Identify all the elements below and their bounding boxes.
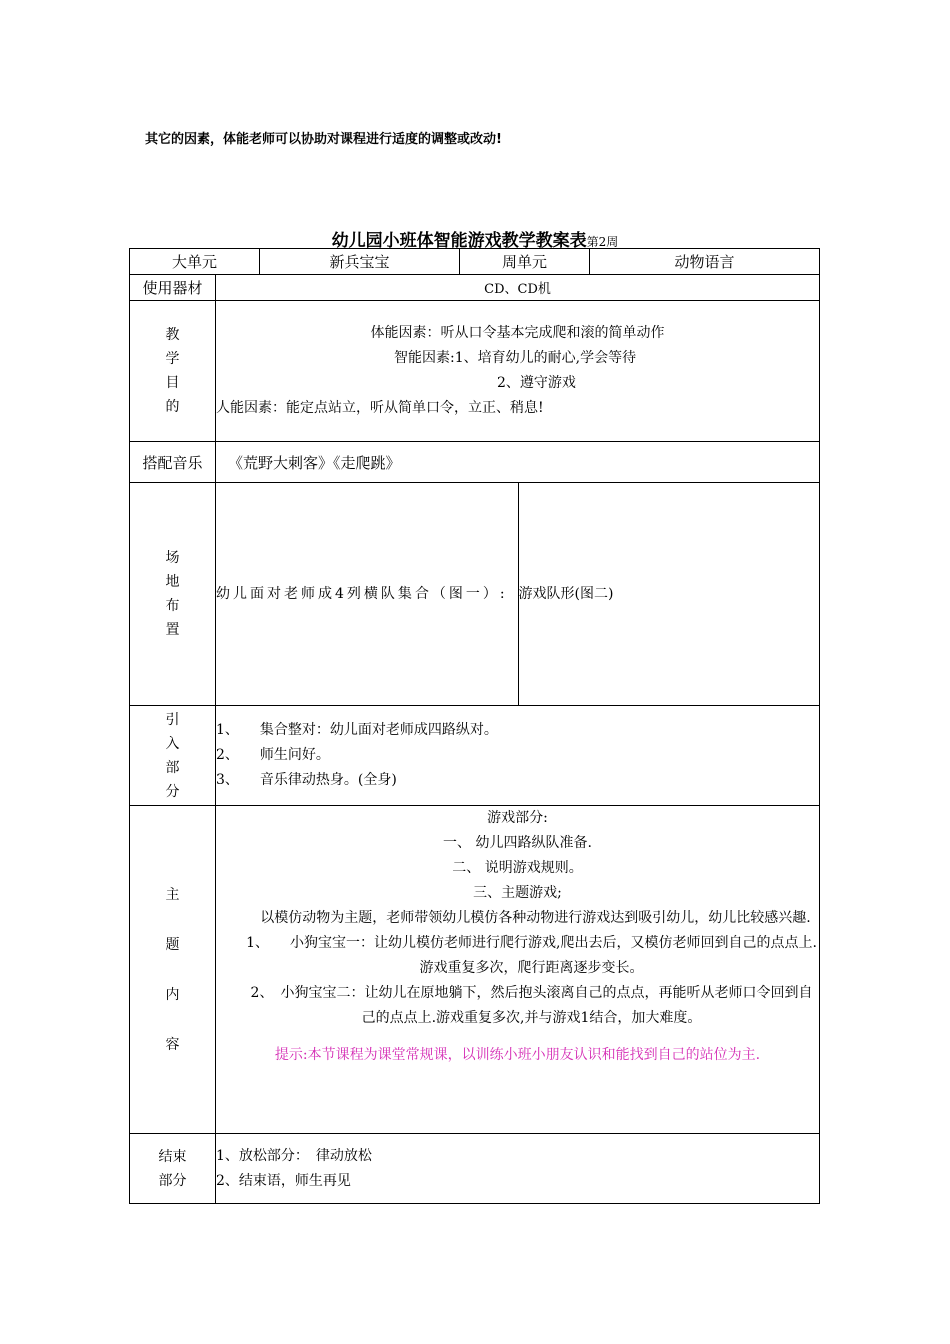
intro-row: [130, 706, 820, 806]
music-row: [130, 442, 820, 483]
goals-row: [130, 301, 820, 442]
equipment-value: CD、CD机: [216, 275, 820, 301]
goals-content: [216, 301, 820, 442]
main-line: 2、 小狗宝宝二：让幼儿在原地躺下，然后抱头滚离自己的点点，再能听从老师口令回到自己的点点上.游戏重复多次,并与游戏1结合，加大难度。: [250, 985, 813, 1026]
goal-line: 智能因素:1、培育幼儿的耐心,学会等待: [394, 350, 637, 366]
main-line: 以模仿动物为主题，老师带领幼儿模仿各种动物进行游戏达到吸引幼儿，幼儿比较感兴趣.: [260, 910, 811, 926]
equipment-label: 使用器材: [130, 275, 216, 301]
formation-one: 幼儿面对老师成4列横队集合（图一）:: [216, 483, 518, 705]
intro-line: 3、 音乐律动热身。(全身): [216, 772, 397, 788]
formation-two: 游戏队形(图二): [518, 586, 614, 602]
equipment-row: [130, 275, 820, 301]
main-line: 二、 说明游戏规则。: [452, 860, 583, 876]
goals-label: 教 学 目 的: [130, 301, 216, 442]
main-content: [216, 806, 820, 1134]
main-row: [130, 806, 820, 1134]
intro-line: 1、 集合整对：幼儿面对老师成四路纵对。: [216, 722, 498, 738]
main-label: 主 题 内 容: [130, 806, 216, 1134]
main-line: 一、 幼儿四路纵队准备.: [443, 835, 592, 851]
main-line: 三、主题游戏;: [473, 885, 562, 901]
ending-row: [130, 1134, 820, 1204]
music-label: 搭配音乐: [130, 442, 216, 483]
ending-line: 2、结束语，师生再见: [216, 1172, 351, 1189]
main-line: 游戏部分:: [487, 810, 548, 826]
ending-content: [216, 1134, 820, 1204]
note-text: 其它的因素，体能老师可以协助对课程进行适度的调整或改动!: [145, 132, 502, 147]
goal-line: 人能因素：能定点站立，听从简单口令，立正、稍息!: [216, 400, 544, 416]
venue-content: [216, 483, 820, 706]
week-unit-label: 周单元: [460, 249, 590, 275]
tip-text: 提示:本节课程为课堂常规课，以训练小班小朋友认识和能找到自己的站位为主.: [274, 1047, 761, 1063]
music-value: 《荒野大刺客》《走爬跳》: [216, 442, 820, 483]
lesson-plan-table: [129, 248, 820, 1204]
venue-row: [130, 483, 820, 706]
unit-row: [130, 249, 820, 275]
week-label: 第2周: [586, 235, 619, 249]
main-line: 1、 小狗宝宝一：让幼儿模仿老师进行爬行游戏,爬出去后，又模仿老师回到自己的点点上.游戏重复多次，爬行距离逐步变长。: [246, 935, 817, 976]
big-unit-value: 新兵宝宝: [260, 249, 460, 275]
ending-label: 结束 部分: [130, 1134, 216, 1204]
title-text: 幼儿园小班体智能游戏教学教案表: [331, 231, 587, 251]
intro-label: 引 入 部 分: [130, 706, 216, 806]
goal-line: 2、遵守游戏: [497, 375, 576, 391]
venue-inner: [216, 483, 819, 705]
venue-label: 场 地 布 置: [130, 483, 216, 706]
ending-line: 1、放松部分： 律动放松: [216, 1147, 372, 1164]
big-unit-label: 大单元: [130, 249, 260, 275]
goal-line: 体能因素：听从口令基本完成爬和滚的简单动作: [370, 325, 665, 341]
intro-line: 2、 师生问好。: [216, 747, 330, 763]
week-unit-value: 动物语言: [590, 249, 820, 275]
intro-content: [216, 706, 820, 806]
